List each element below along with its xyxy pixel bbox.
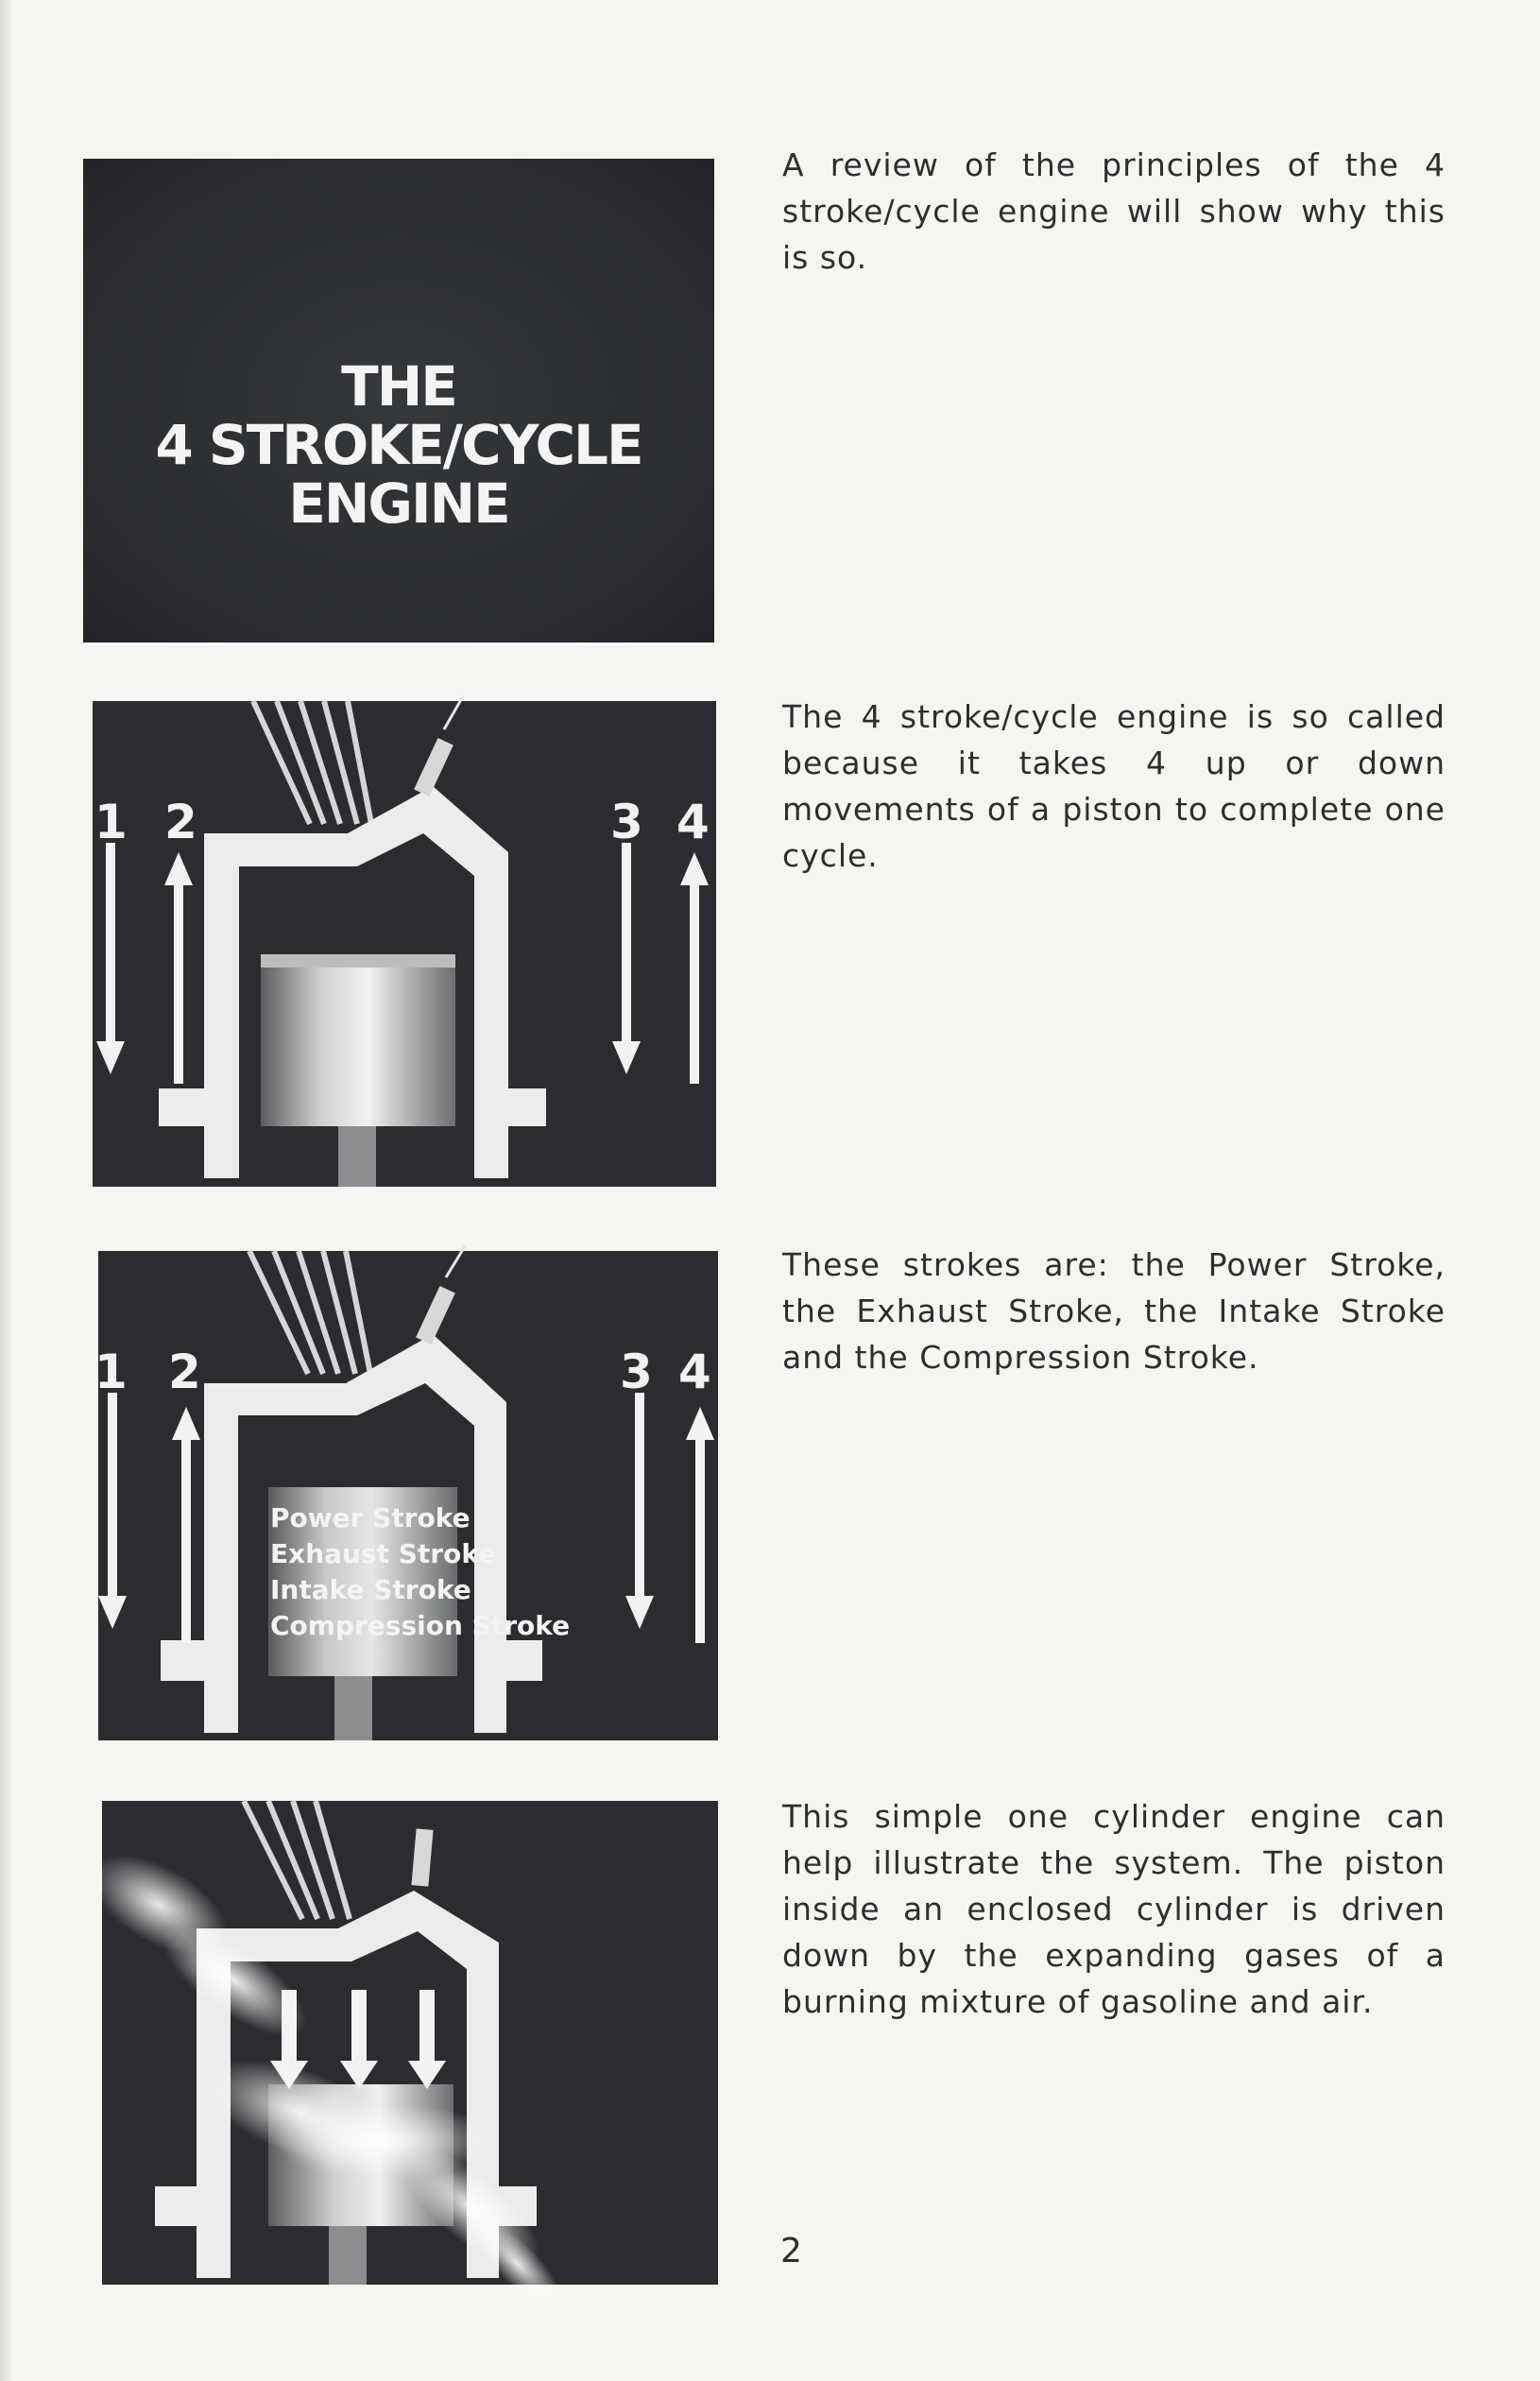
label-exhaust-stroke: Exhaust Stroke [270,1538,497,1569]
paragraph-one-cylinder: This simple one cylinder engine can help illustrate the system. The piston inside an enclosed cylinder is driven down by the expanding gases of a burning mixture of gasoline and air. [782,1798,1446,2020]
engine-diagram-strokes [93,701,716,1187]
engine-diagram-stroke-names [94,1251,718,1740]
title-line-3: ENGINE [288,471,509,536]
paragraph-stroke-names: These strokes are: the Power Stroke, the Exhaust Stroke, the Intake Stroke and the Compression Stroke. [782,1246,1446,1376]
page-edge [0,0,13,2381]
stroke-number-2: 2 [164,795,197,849]
label-intake-stroke: Intake Stroke [270,1574,471,1605]
paragraph-four-movements: The 4 stroke/cycle engine is so called because it takes 4 up or down movements of a piston to complete one cycle. [782,698,1446,874]
connecting-rod [338,1126,376,1187]
title-line-2: 4 STROKE/CYCLE [155,413,642,477]
stroke-number-1b: 1 [94,1345,128,1399]
engine-diagram-labels-svg [94,1251,718,1740]
stroke-number-4: 4 [676,795,710,849]
engine-diagram-combustion-svg [102,1801,718,2285]
stroke-number-3: 3 [610,795,643,849]
stroke-number-1: 1 [94,795,128,849]
engine-diagram-svg [93,701,716,1187]
stroke-number-2b: 2 [168,1345,201,1399]
stroke-number-4b: 4 [678,1345,711,1399]
label-power-stroke: Power Stroke [270,1502,471,1533]
engine-diagram-combustion [102,1801,718,2285]
page-number: 2 [780,2232,802,2270]
title-card-heading [83,354,714,536]
title-line-1: THE [341,354,456,419]
piston [261,954,455,1126]
paragraph-review: A review of the principles of the 4 stroke/cycle engine will show why this is so. [782,146,1446,276]
title-card-photo [83,159,714,642]
label-compression-stroke: Compression Stroke [270,1610,571,1641]
stroke-number-3b: 3 [620,1345,653,1399]
